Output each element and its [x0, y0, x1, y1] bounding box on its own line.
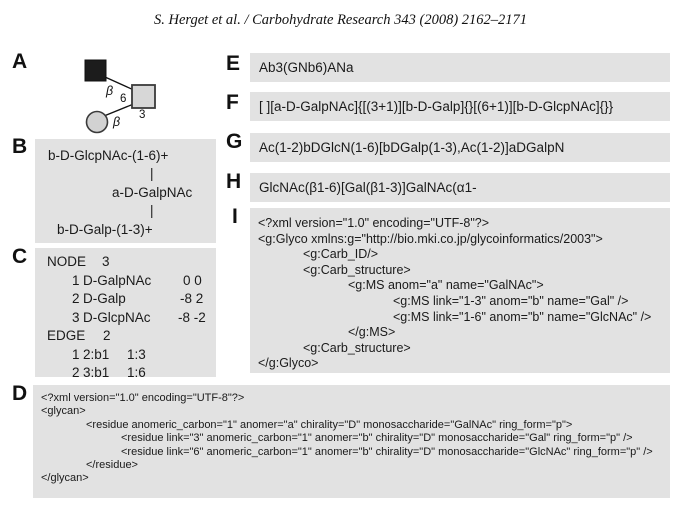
panel-label-e: E — [226, 52, 241, 75]
keyword: NODE — [47, 254, 87, 269]
gal-circle-icon — [87, 112, 108, 133]
xml-code-line: <?xml version="1.0" encoding="UTF-8"?> — [41, 392, 245, 404]
keyword: EDGE — [47, 328, 86, 343]
edge-index: 2 — [72, 365, 80, 380]
count: 3 — [102, 254, 110, 269]
edge-from: 2:b1 — [83, 346, 110, 362]
edge-to: 1:3 — [127, 346, 146, 362]
xml-code-line: <residue anomeric_carbon="1" anomer="a" chirality="D" monosaccharide="GalNAc" ring_form="p"> — [86, 418, 573, 431]
node-name: D-Galp — [83, 291, 126, 306]
iupac-line: b-D-GlcpNAc-(1-6)+ — [48, 148, 169, 163]
node-header-row — [35, 254, 216, 273]
beta-label-upper: β — [106, 84, 114, 98]
xml-code-line: <g:MS link="1-6" anom="b" name="GlcNAc" /> — [393, 309, 652, 324]
xml-code-line: <g:Carb_structure> — [303, 340, 411, 355]
panel-c-box — [35, 248, 216, 380]
xml-code-line: <g:Carb_structure> — [303, 262, 411, 277]
iupac-branch-pipe: | — [150, 166, 154, 182]
panel-label-h: H — [226, 170, 242, 193]
panel-label-a: A — [12, 50, 28, 73]
node-coords: 0 0 — [183, 272, 202, 288]
xml-code-line: <g:MS link="1-3" anom="b" name="Gal" /> — [393, 293, 629, 308]
node-row — [35, 310, 216, 329]
xml-code-line: <?xml version="1.0" encoding="UTF-8"?> — [258, 216, 490, 230]
node-name: D-GlcpNAc — [83, 309, 151, 325]
panel-label-c: C — [12, 245, 28, 268]
panel-label-b: B — [12, 135, 28, 158]
xml-code-line: <g:Glyco xmlns:g="http://bio.mki.co.jp/glycoinformatics/2003"> — [258, 231, 603, 246]
panel-label-d: D — [12, 382, 28, 405]
edge-index: 1 — [72, 346, 80, 362]
xml-code-line: <g:Carb_ID/> — [303, 247, 379, 262]
iupac-line: a-D-GalpNAc — [112, 184, 193, 200]
edge-header-row — [35, 328, 216, 347]
count: 2 — [103, 328, 111, 343]
xml-code-line: </g:MS> — [348, 325, 396, 340]
panel-e-box: Ab3(GNb6)ANa — [250, 53, 670, 82]
panel-d-box — [33, 385, 670, 498]
panel-h-box: GlcNAc(β1-6)[Gal(β1-3)]GalNAc(α1- — [250, 173, 670, 202]
node-index: 2 — [72, 291, 80, 306]
edge-to: 1:6 — [127, 365, 146, 380]
edge-row — [35, 365, 216, 384]
position-3-label: 3 — [139, 109, 146, 121]
node-coords: -8 2 — [180, 291, 204, 306]
running-head: S. Herget et al. / Carbohydrate Research 343 (2008) 2162–2171 — [153, 12, 528, 28]
node-row — [35, 291, 216, 310]
xml-code-line: <residue link="6" anomeric_carbon="1" anomer="b" chirality="D" monosaccharide="GlcNAc" ring_form="p" /> — [121, 445, 653, 458]
panel-b-box — [35, 139, 216, 243]
node-index: 3 — [72, 309, 80, 325]
node-row — [35, 273, 216, 292]
galnac-open-square-icon — [132, 85, 155, 108]
xml-code-line: <g:MS anom="a" name="GalNAc"> — [348, 278, 544, 293]
xml-code-line: </glycan> — [41, 472, 89, 485]
position-6-label: 6 — [120, 93, 127, 105]
xml-code-line: <glycan> — [41, 405, 86, 418]
panel-g-box: Ac(1-2)bDGlcN(1-6)[bDGalp(1-3),Ac(1-2)]aDGalpN — [250, 133, 670, 162]
xml-code-line: </residue> — [86, 459, 138, 472]
panel-label-g: G — [226, 130, 243, 153]
edge-row — [35, 347, 216, 366]
iupac-branch-pipe: | — [150, 203, 154, 219]
panel-label-f: F — [226, 91, 239, 114]
glcnac-filled-square-icon — [85, 60, 106, 81]
node-index: 1 — [72, 272, 80, 288]
panel-i-box — [250, 208, 670, 373]
node-coords: -8 -2 — [178, 309, 206, 325]
panel-f-box: [ ][a-D-GalpNAc]{[(3+1)][b-D-Galp]{}[(6+1)][b-D-GlcpNAc]{}} — [250, 92, 670, 121]
glycan-symbol-diagram — [60, 52, 170, 140]
panel-label-i: I — [232, 205, 238, 228]
xml-code-line: </g:Glyco> — [258, 356, 319, 371]
beta-label-lower: β — [113, 115, 121, 129]
node-name: D-GalpNAc — [83, 272, 152, 288]
xml-code-line: <residue link="3" anomeric_carbon="1" anomer="b" chirality="D" monosaccharide="Gal" ring_form="p" /> — [121, 432, 633, 445]
edge-from: 3:b1 — [83, 365, 110, 380]
iupac-line: b-D-Galp-(1-3)+ — [57, 221, 153, 237]
